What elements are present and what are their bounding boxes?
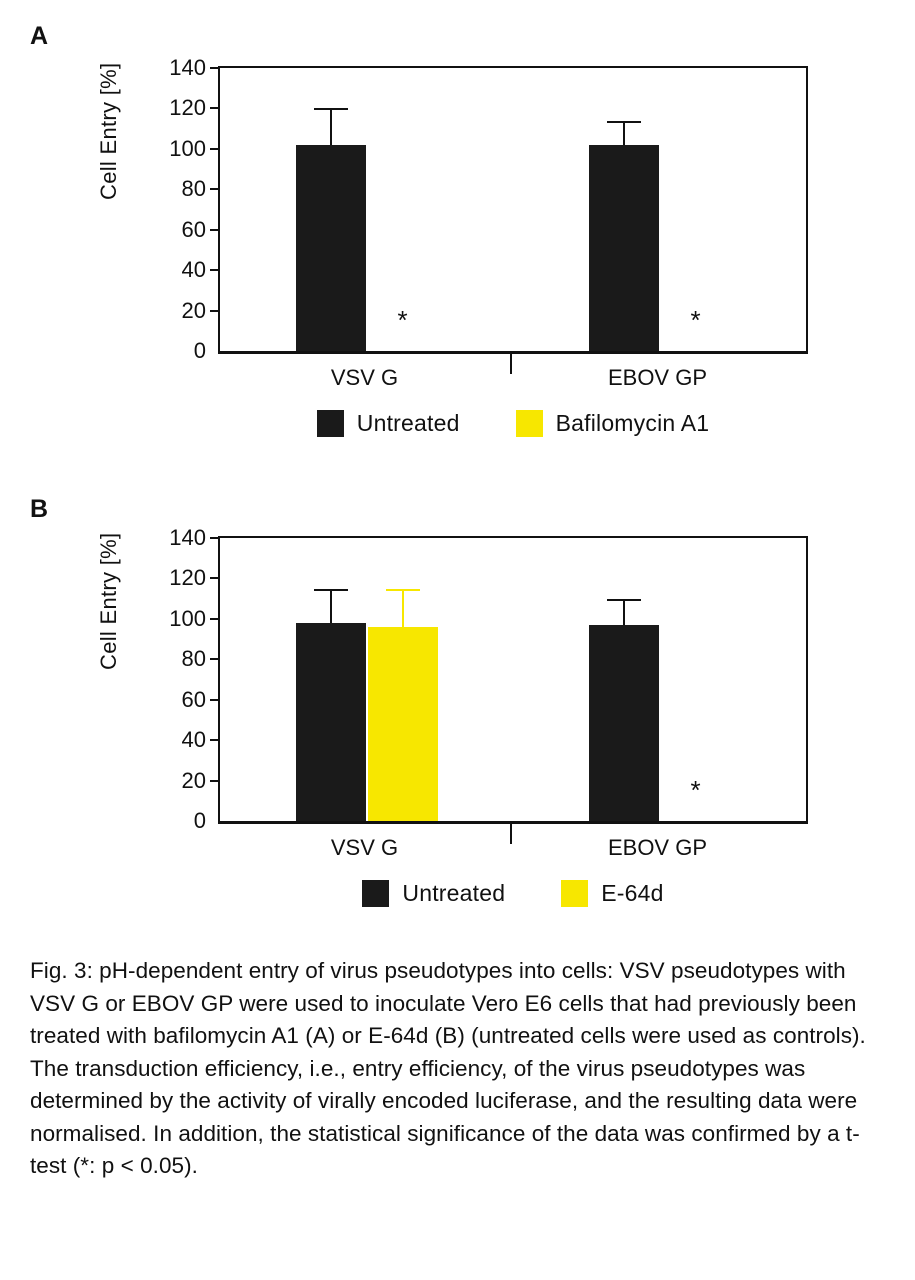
y-tick-mark: [210, 67, 220, 69]
y-tick-label: 40: [181, 727, 206, 753]
x-axis-label-ebov-gp: EBOV GP: [607, 365, 708, 390]
y-tick-mark: [210, 739, 220, 741]
y-tick-label: 60: [181, 216, 206, 242]
y-tick-label: 140: [169, 55, 206, 80]
error-bar: [402, 589, 404, 627]
error-bar: [330, 589, 332, 623]
y-tick-label: 60: [181, 686, 206, 712]
legend-label: Bafilomycin A1: [555, 410, 710, 436]
figure-caption-text: Fig. 3: pH-dependent entry of virus pseudotypes into cells: VSV pseudotypes with VSV G or EBOV GP were used to inoculate Vero E6 cells that had previously been treated with bafilomycin A1 (A) or E-64d (B) (untreated cells were used as controls). The transduction efficiency, i.e., entry efficiency, of the virus pseudotypes was determined by the activity of virally encoded luciferase, and the resulting data were normalised. In addition, the statistical significance of the data was confirmed by a t-test (*: p < 0.05).: [30, 958, 866, 1178]
y-tick-mark: [210, 148, 220, 150]
y-tick-mark: [210, 537, 220, 539]
bar-vsv-g-untreated: [296, 145, 366, 351]
y-tick-label: 100: [169, 135, 206, 161]
significance-marker: *: [690, 304, 701, 335]
y-tick-label: 40: [181, 257, 206, 283]
y-tick-label: 140: [169, 525, 206, 550]
panel-b-label: B: [30, 495, 49, 523]
legend-swatch: [516, 410, 543, 437]
panel-a-plot-area: [169, 55, 808, 363]
legend-swatch: [317, 410, 344, 437]
bar-ebov-gp-untreated: [589, 145, 659, 351]
y-tick-mark: [210, 699, 220, 701]
x-axis-label-vsv-g: VSV G: [330, 365, 399, 390]
panel-b-y-axis-title: Cell Entry [%]: [96, 532, 121, 670]
error-bar: [623, 599, 625, 625]
x-axis-group-separator: [510, 822, 512, 844]
panel-a-y-axis-title: Cell Entry [%]: [96, 62, 121, 200]
figure-caption: [30, 955, 888, 1183]
y-tick-mark: [210, 658, 220, 660]
panel-b-legend: [218, 880, 808, 907]
legend-label: Untreated: [356, 410, 460, 436]
y-tick-label: 100: [169, 605, 206, 631]
panel-b-plot-area: [169, 525, 808, 833]
y-tick-mark: [210, 618, 220, 620]
legend-item-e-64d: [561, 880, 663, 907]
significance-marker: *: [397, 304, 408, 335]
y-tick-mark: [210, 577, 220, 579]
error-bar-cap: [607, 121, 641, 123]
legend-label: Untreated: [402, 880, 506, 906]
legend-item-bafilomycin-a1: [516, 410, 710, 437]
y-tick-mark: [210, 188, 220, 190]
error-bar-cap: [386, 589, 420, 591]
y-tick-label: 20: [181, 297, 206, 323]
y-tick-mark: [210, 269, 220, 271]
significance-marker: *: [690, 774, 701, 805]
y-tick-label: 80: [181, 176, 206, 202]
y-tick-label: 0: [193, 338, 206, 363]
y-tick-label: 20: [181, 767, 206, 793]
error-bar-cap: [607, 599, 641, 601]
chart-panel-b: [0, 520, 915, 940]
legend-label: E-64d: [601, 880, 664, 906]
y-tick-mark: [210, 780, 220, 782]
error-bar: [330, 108, 332, 144]
bar-vsv-g-e-64d: [368, 627, 438, 821]
error-bar-cap: [314, 108, 348, 110]
chart-panel-a: [0, 50, 915, 470]
legend-swatch: [362, 880, 389, 907]
x-axis-label-ebov-gp: EBOV GP: [607, 835, 708, 860]
bar-ebov-gp-untreated: [589, 625, 659, 821]
error-bar: [623, 121, 625, 145]
bar-vsv-g-untreated: [296, 623, 366, 821]
legend-item-untreated: [362, 880, 505, 907]
error-bar-cap: [314, 589, 348, 591]
legend-item-untreated: [317, 410, 460, 437]
y-tick-mark: [210, 310, 220, 312]
x-axis-label-vsv-g: VSV G: [330, 835, 399, 860]
panel-a-label: A: [30, 22, 49, 50]
y-tick-label: 0: [193, 808, 206, 833]
legend-swatch: [561, 880, 588, 907]
y-tick-label: 120: [169, 565, 206, 591]
y-tick-mark: [210, 229, 220, 231]
y-tick-mark: [210, 107, 220, 109]
y-tick-label: 80: [181, 646, 206, 672]
panel-a-legend: [218, 410, 808, 437]
x-axis-group-separator: [510, 352, 512, 374]
y-tick-label: 120: [169, 95, 206, 121]
